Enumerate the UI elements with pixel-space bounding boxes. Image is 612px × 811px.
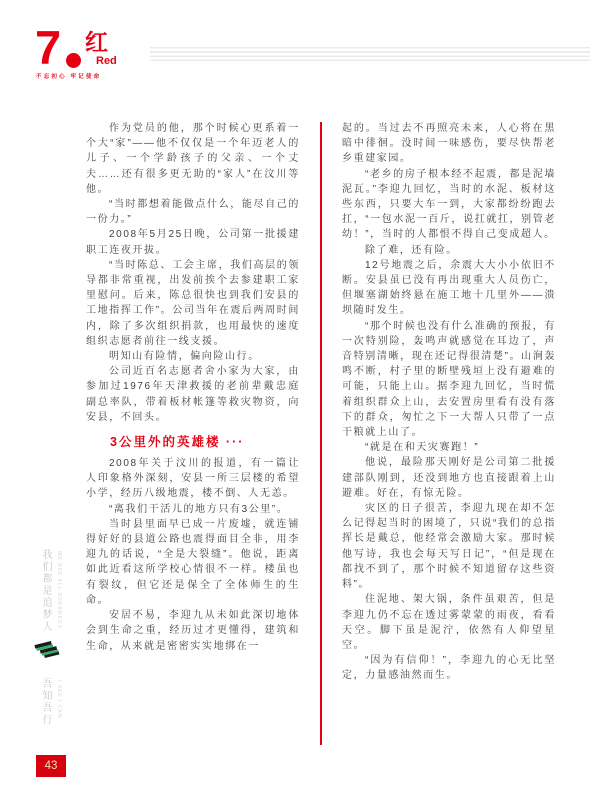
paragraph: “当时陈总、工会主席，我们高层的领导都非常重视，出发前挨个去参建职工家里慰问。后来，陈总很快也到我们安县的工地指挥工作”。公司当年在震后两周时间内，除了多次组织捐款，也用最快的速度组织志愿者前往一线支援。 [86, 259, 300, 347]
motto-primary-zh: 我们都是追梦人 [40, 549, 51, 633]
paragraph: “离我们干活儿的地方只有3公里”。 [109, 503, 289, 515]
logo-slogan: 不忘初心 牢记使命 [36, 74, 102, 80]
motto-secondary-zh: 吾知吾行 [40, 678, 51, 726]
paragraph: 2008年5月25日晚，公司第一批援建职工连夜开拔。 [86, 229, 300, 256]
paragraph: 2008年关于汶川的报道，有一篇让人印象格外深刻，安县一所三层楼的希望小学，经历八级地震，楼不倒、人无恙。 [86, 458, 300, 500]
paragraph: “那个时候也没有什么准确的预报，有一次特别险，轰鸣声就感觉在耳边了，声音特别清晰，现在还记得很清楚”。山涧轰鸣不断，村子里的断壁残垣上没有避难的可能，只能上山。据李迎九回忆，当时慌着组织群众上山，去安置房里看有没有落下的群众，匆忙之下一大帮人只带了一点干粮就上山了。 [342, 320, 556, 439]
column-divider-rule [320, 122, 322, 745]
paragraph: 起的。当过去不再照亮未来，人心将在黑暗中徘徊。没时间一味感伤，要尽快帮老乡重建家园。 [342, 123, 556, 165]
brand-logo [35, 21, 130, 82]
motto-secondary-en: I SEE I CAN [56, 680, 62, 719]
paragraph: “因为有信仰！”，李迎九的心无比坚定，力量感油然而生。 [342, 655, 556, 682]
article-body [86, 121, 556, 745]
paragraph: 12号地震之后，余震大大小小依旧不断。安县虽已没有再出现重大人员伤亡，但堰塞湖始终悬在施工地十几里外——溃坝随时发生。 [342, 259, 556, 317]
paragraph: 除了难，还有险。 [365, 244, 458, 256]
logo-hanzi: 红 [85, 29, 108, 55]
paragraph: 当时县里面早已成一片废墟，就连铺得好好的县道公路也震得面目全非，用李迎九的话说，“全是大裂缝”。他说，距离如此近看这所学校心情很不一样。楼虽也有裂纹，但它还是保全了全体师生的生命。 [86, 518, 300, 606]
logo-numeral: 7 [35, 21, 62, 74]
paragraph: 他说，最险那天刚好是公司第二批援建部队刚到，还没到地方也直接跟着上山避难。好在，有惊无险。 [342, 457, 556, 499]
paragraph: 住泥地、架大锅，条件虽艰苦，但是李迎九仍不忘在透过雾蒙蒙的雨夜，看看天空。脚下虽是泥泞，依然有人仰望星空。 [342, 594, 556, 651]
header-rules-decoration [150, 47, 590, 62]
paragraph: 3公里外的英雄楼 ··· [110, 435, 245, 450]
flag-icon [34, 638, 62, 662]
paragraph: 明知山有险情，偏向险山行。 [109, 351, 260, 363]
paragraph: 灾区的日子很苦，李迎九现在却不怎么记得起当时的困境了，只说“我们的总指挥长是戴总，他经常会激励大家。那时候他写诗，我也会每天写日记”，“但是现在都找不到了，那个时候不知道留存这些资料”。 [342, 503, 556, 591]
logo-latin-label: Red [96, 55, 117, 67]
motto-primary-en: WE ARE ALL DREAMERS [56, 551, 62, 629]
paragraph: 公司近百名志愿者舍小家为大家，由参加过1976年天津救援的老前辈戴忠庭副总率队，带着板材帐篷等救灾物资，向安县，不回头。 [86, 366, 300, 423]
left-column [86, 121, 300, 745]
paragraph: 安居不易，李迎九从未如此深切地体会到生命之重，经历过才更懂得，建筑和生命，从来就是密密实实地绑在一 [86, 610, 300, 652]
paragraph: “老乡的房子根本经不起震，都是泥墙泥瓦。”李迎九回忆，当时的水泥、板材这些东西，只要大车一到，大家都纷纷跑去扛，“一包水泥一百斤，说扛就扛，别管老幼！”，当时的人都恨不得自己变成超人。 [342, 168, 556, 241]
paragraph: 作为党员的他，那个时候心更系着一个大“家”——他不仅仅是一个年迈老人的儿子、一个学龄孩子的父亲、一个丈夫……还有很多更无助的“家人”在汶川等他。 [86, 123, 300, 195]
right-column [342, 121, 556, 745]
page-number: 43 [36, 755, 66, 777]
sidebar-motto-secondary [38, 678, 62, 726]
logo-dot-icon [66, 53, 81, 68]
paragraph: “就是在和天灾赛跑！” [365, 442, 480, 454]
sidebar-motto-primary [38, 549, 62, 633]
paragraph: “当时都想着能做点什么，能尽自己的一份力。” [86, 199, 300, 226]
